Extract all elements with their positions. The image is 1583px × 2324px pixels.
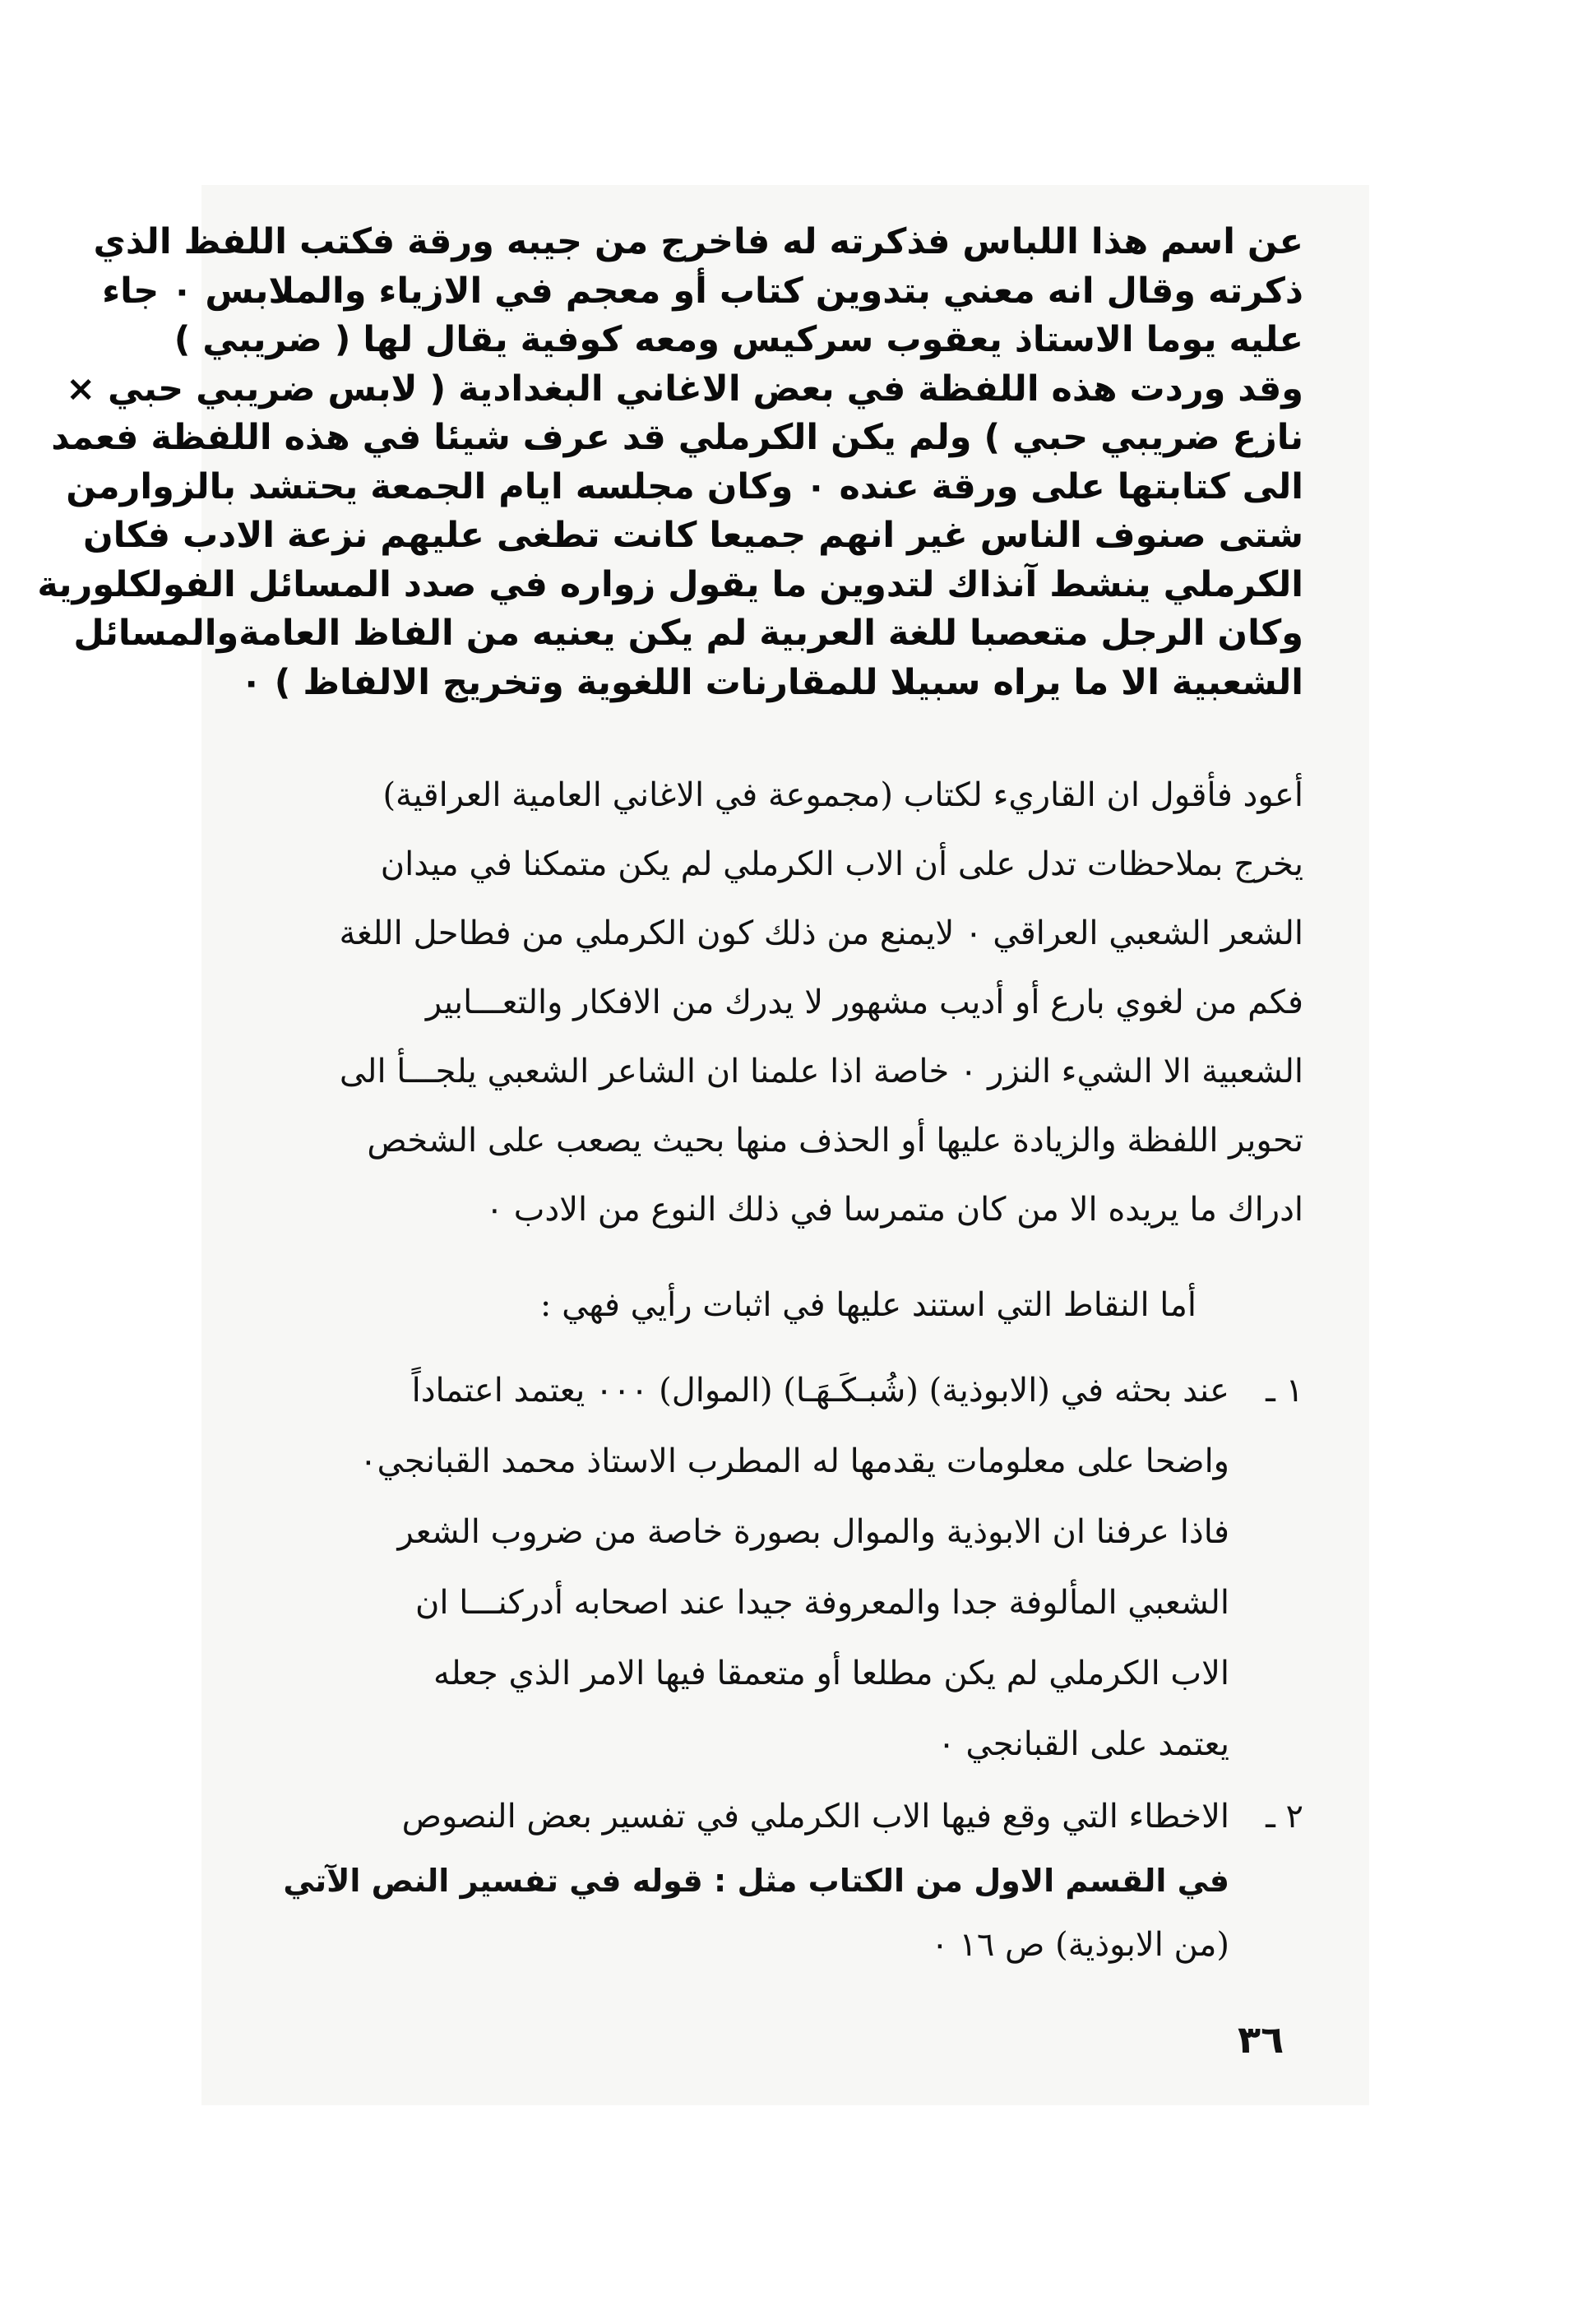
body-line: الشعبية الا الشيء النزر ٠ خاصة اذا علمنا ان الشاعر الشعبي يلجـــأ الى (339, 1053, 1303, 1090)
body-line: الشعر الشعبي العراقي ٠ لايمنع من ذلك كون الكرملي من فطاحل اللغة (339, 914, 1303, 952)
list-line: (من الابوذية) ص ١٦ ٠ (931, 1926, 1229, 1964)
quote-line: الكرملي ينشط آنذاك لتدوين ما يقول زواره في صدد المسائل الفولكلورية (37, 563, 1303, 605)
body-paragraph (234, 761, 1303, 1244)
list-line: في القسم الاول من الكتاب مثل : قوله في تفسير النص الآتي (283, 1863, 1229, 1899)
list-line: فاذا عرفنا ان الابوذية والموال بصورة خاصة من ضروب الشعر (397, 1513, 1229, 1551)
list-item (234, 1785, 1303, 1977)
quote-line: وقد وردت هذه اللفظة في بعض الاغاني البغدادية ( لابس ضريبي حبي × (66, 368, 1303, 410)
quote-line: وكان الرجل متعصبا للغة العربية لم يكن يعنيه من الفاظ العامةوالمسائل (73, 613, 1303, 654)
body-line: ادراك ما يريده الا من كان متمرسا في ذلك النوع من الادب ٠ (485, 1191, 1303, 1229)
list-line: عند بحثه في (الابوذية) (شُبـكَـهَـا) (الموال) ٠٠٠ يعتمد اعتماداً (411, 1372, 1229, 1410)
quoted-passage (37, 218, 1303, 707)
quote-line: ذكرته وقال انه معني بتدوين كتاب أو معجم في الازياء والملابس ٠ جاء (102, 270, 1303, 312)
quote-line: شتى صنوف الناس غير انهم جميعا كانت تطغى عليهم نزعة الادب فكان (82, 515, 1303, 556)
quote-line: عن اسم هذا اللباس فذكرته له فاخرج من جيبه ورقة فكتب اللفظ الذي (93, 221, 1303, 262)
quote-line: عليه يوما الاستاذ يعقوب سركيس ومعه كوفية يقال لها ( ضريبي ) (174, 319, 1303, 360)
list-line: يعتمد على القبانجي ٠ (937, 1725, 1229, 1763)
list-number: ٢ ـ (1266, 1798, 1303, 1836)
page-number: ٣٦ (1238, 2017, 1284, 2062)
body-line: فكم من لغوي بارع أو أديب مشهور لا يدرك من الافكار والتعـــابير (425, 984, 1303, 1021)
list-line: الاب الكرملي لم يكن مطلعا أو متعمقا فيها الامر الذي جعله (433, 1655, 1229, 1692)
list-item (234, 1355, 1303, 1780)
quote-line: نازع ضريبي حبي ) ولم يكن الكرملي قد عرف شيئا في هذه اللفظة فعمد (51, 417, 1303, 458)
list-number: ١ ـ (1266, 1372, 1303, 1410)
list-line: الشعبي المألوفة جدا والمعروفة جيدا عند اصحابه أدركنـــا ان (415, 1584, 1229, 1622)
points-intro: أما النقاط التي استند عليها في اثبات رأيي فهي : (539, 1286, 1197, 1324)
quote-line: الشعبية الا ما يراه سبيلا للمقارنات اللغوية وتخريج الالفاظ ) ٠ (240, 661, 1303, 703)
body-line: أعود فأقول ان القاريء لكتاب (مجموعة في الاغاني العامية العراقية) (382, 776, 1303, 814)
list-line: واضحا على معلومات يقدمها له المطرب الاستاذ محمد القبانجي٠ (359, 1442, 1229, 1480)
list-line: الاخطاء التي وقع فيها الاب الكرملي في تفسير بعض النصوص (401, 1798, 1229, 1836)
quote-line: الى كتابتها على ورقة عنده ٠ وكان مجلسه ايام الجمعة يحتشد بالزوارمن (66, 465, 1303, 507)
body-line: يخرج بملاحظات تدل على أن الاب الكرملي لم يكن متمكنا في ميدان (380, 845, 1303, 883)
body-line: تحوير اللفظة والزيادة عليها أو الحذف منها بحيث يصعب على الشخص (367, 1122, 1303, 1160)
